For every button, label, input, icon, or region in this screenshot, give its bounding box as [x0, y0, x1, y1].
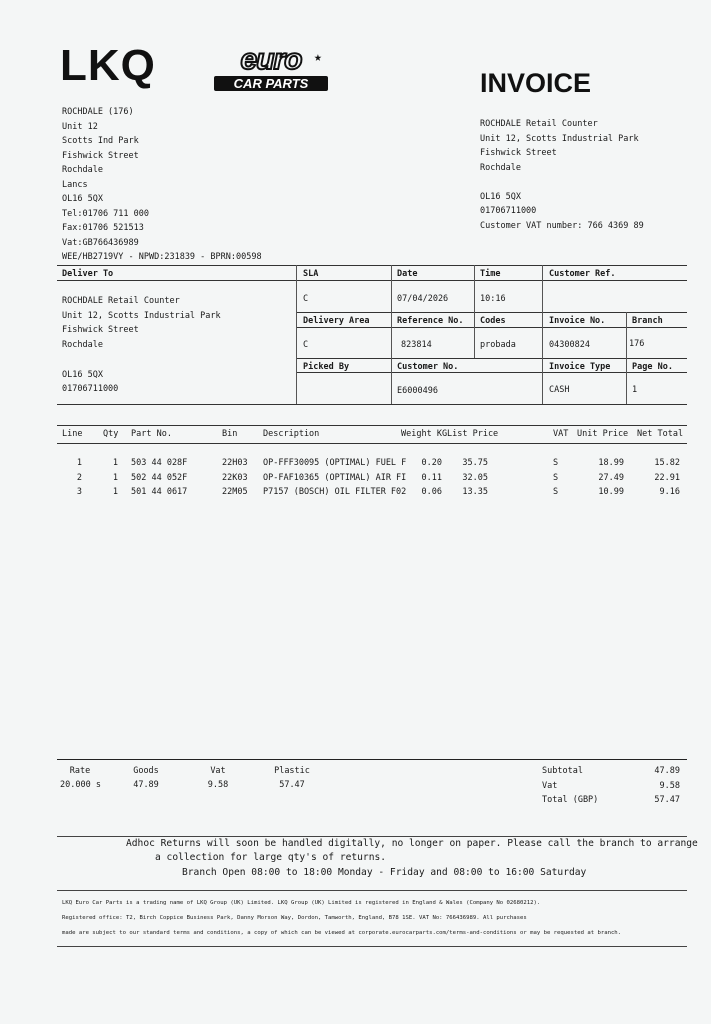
codes-label: Codes	[480, 316, 506, 326]
document-title: INVOICE	[480, 68, 592, 98]
vat-plastic-label: Plastic	[274, 766, 310, 776]
codes-value: probada	[480, 340, 516, 350]
col-net: Net Total	[637, 429, 684, 439]
delivery-area-label: Delivery Area	[303, 316, 370, 326]
cell-unit: 10.99	[598, 487, 624, 497]
cell-part: 502 44 052F	[131, 473, 188, 483]
customer-line: Fishwick Street	[480, 148, 557, 158]
supplier-line: WEE/HB2719VY - NPWD:231839 - BPRN:00598	[62, 252, 262, 262]
deliver-postcode: OL16 5QX	[62, 370, 103, 380]
col-unit: Unit Price	[577, 429, 629, 439]
sla-value: C	[303, 294, 309, 304]
cell-weight: 0.11	[421, 473, 442, 483]
grand-total-value: 57.47	[654, 795, 680, 805]
page-no-label: Page No.	[632, 362, 673, 372]
supplier-line: ROCHDALE (176)	[62, 107, 134, 117]
cell-bin: 22H03	[222, 458, 248, 468]
cell-desc: OP-FAF10365 (OPTIMAL) AIR FI	[263, 473, 407, 483]
vat-goods-label: Goods	[133, 766, 159, 776]
deliver-to-label: Deliver To	[62, 269, 114, 279]
supplier-line: Tel:01706 711 000	[62, 208, 149, 219]
cell-vat: S	[553, 487, 559, 497]
notice-line-1: Adhoc Returns will soon be handled digitally, no longer on paper. Please call the branch to arrange	[126, 838, 698, 849]
supplier-line: Lancs	[62, 179, 88, 190]
time-value: 10:16	[480, 294, 506, 304]
branch-value: 176	[629, 339, 645, 349]
cell-vat: S	[553, 458, 559, 468]
time-label: Time	[480, 269, 501, 279]
date-label: Date	[397, 269, 418, 279]
cell-desc: P7157 (BOSCH) OIL FILTER F02	[263, 487, 407, 497]
deliver-phone: 01706711000	[62, 384, 119, 394]
cell-vat: S	[553, 473, 559, 483]
cell-unit: 18.99	[598, 458, 624, 468]
supplier-line: Unit 12	[62, 121, 98, 132]
reference-value: 823814	[401, 340, 432, 350]
cell-bin: 22K03	[222, 473, 248, 483]
deliver-line: Rochdale	[62, 339, 103, 350]
customer-line: 01706711000	[480, 206, 537, 216]
legal-line-3: made are subject to our standard terms and conditions, a copy of which can be viewed at corporate.eurocarparts.com/terms-and-conditions or may be requested at branch.	[62, 930, 622, 936]
date-value: 07/04/2026	[397, 294, 449, 304]
supplier-line: Fax:01706 521513	[62, 223, 144, 233]
vat-total-value: 9.58	[659, 781, 680, 791]
cell-line: 3	[76, 487, 82, 497]
cell-weight: 0.06	[421, 487, 442, 497]
branch-label: Branch	[632, 316, 663, 326]
cell-list: 35.75	[462, 458, 488, 468]
deliver-line: ROCHDALE Retail Counter	[62, 296, 180, 306]
col-bin: Bin	[222, 429, 238, 439]
customer-no-label: Customer No.	[397, 362, 459, 372]
cell-list: 13.35	[462, 487, 488, 497]
subtotal-label: Subtotal	[542, 766, 583, 776]
car-parts-banner: CAR PARTS	[214, 76, 328, 91]
cell-weight: 0.20	[421, 458, 442, 468]
notice-line-2: a collection for large qty's of returns.	[155, 852, 387, 863]
col-qty: Qty	[103, 429, 119, 439]
customer-line: OL16 5QX	[480, 191, 521, 202]
reference-label: Reference No.	[397, 316, 464, 326]
lkq-logo-text: LKQ	[60, 41, 156, 90]
vat-goods-value: 47.89	[133, 780, 159, 790]
deliver-to-address	[62, 294, 221, 352]
cell-line: 2	[76, 473, 82, 483]
customer-line: Rochdale	[480, 162, 521, 173]
cell-part: 503 44 028F	[131, 458, 188, 468]
col-desc: Description	[263, 429, 320, 439]
delivery-area-value: C	[303, 340, 309, 350]
cell-bin: 22M05	[222, 487, 248, 497]
sla-label: SLA	[303, 269, 319, 279]
page-no-value: 1	[632, 385, 638, 395]
cell-part: 501 44 0617	[131, 487, 188, 497]
customer-line: ROCHDALE Retail Counter	[480, 119, 598, 129]
vat-rate-label: Rate	[69, 766, 91, 776]
vat-rate-value: 20.000 s	[60, 780, 101, 790]
legal-line-1: LKQ Euro Car Parts is a trading name of LKQ Group (UK) Limited. LKQ Group (UK) Limited is registered in England & Wales (Company No 02680212).	[62, 900, 541, 906]
legal-line-2: Registered office: T2, Birch Coppice Business Park, Danny Morson Way, Dordon, Tamworth, England, B78 1SE. VAT No: 766436989. All purchases	[62, 915, 527, 921]
col-list: List Price	[447, 429, 499, 439]
customer-no-value: E6000496	[397, 386, 438, 396]
vat-vat-label: Vat	[210, 766, 226, 776]
supplier-line: Fishwick Street	[62, 150, 139, 161]
star-icon: ★	[314, 50, 322, 65]
customer-line	[480, 175, 644, 190]
picked-by-label: Picked By	[303, 362, 350, 372]
invoice-type-value: CASH	[549, 385, 570, 395]
cell-unit: 27.49	[598, 473, 624, 483]
euro-car-parts-logo	[214, 44, 328, 91]
cell-qty: 1	[112, 487, 118, 497]
lkq-logo	[60, 41, 156, 90]
euro-logo-text: euro	[240, 43, 302, 76]
cell-desc: OP-FFF30095 (OPTIMAL) FUEL F	[263, 458, 407, 468]
notice-line-3: Branch Open 08:00 to 18:00 Monday - Friday and 08:00 to 16:00 Saturday	[182, 867, 587, 878]
cell-net: 22.91	[654, 473, 680, 483]
col-vat: VAT	[553, 429, 569, 439]
invoice-no-label: Invoice No.	[549, 316, 606, 326]
cell-net: 15.82	[654, 458, 680, 468]
deliver-line: Fishwick Street	[62, 325, 139, 335]
supplier-line: Vat:GB766436989	[62, 237, 139, 248]
customer-address	[480, 117, 644, 233]
cell-line: 1	[76, 458, 82, 468]
invoice-no-value: 04300824	[549, 340, 590, 350]
supplier-line: OL16 5QX	[62, 194, 103, 204]
customer-ref-label: Customer Ref.	[549, 269, 616, 279]
vat-vat-value: 9.58	[207, 780, 229, 790]
cell-list: 32.05	[462, 473, 488, 483]
supplier-line: Rochdale	[62, 165, 103, 175]
cell-net: 9.16	[659, 487, 680, 497]
subtotal-value: 47.89	[654, 766, 680, 776]
customer-line: Unit 12, Scotts Industrial Park	[480, 133, 639, 144]
vat-total-label: Vat	[542, 781, 558, 791]
col-line: Line	[62, 429, 83, 439]
grand-total-label: Total (GBP)	[542, 795, 599, 805]
col-part: Part No.	[131, 429, 172, 439]
col-weight: Weight KG	[401, 429, 448, 439]
vat-plastic-value: 57.47	[279, 780, 305, 790]
supplier-line: Scotts Ind Park	[62, 136, 139, 146]
cell-qty: 1	[112, 458, 118, 468]
invoice-type-label: Invoice Type	[549, 362, 611, 372]
customer-line: Customer VAT number: 766 4369 89	[480, 220, 644, 231]
supplier-address	[62, 105, 262, 265]
cell-qty: 1	[112, 473, 118, 483]
deliver-line: Unit 12, Scotts Industrial Park	[62, 310, 221, 321]
